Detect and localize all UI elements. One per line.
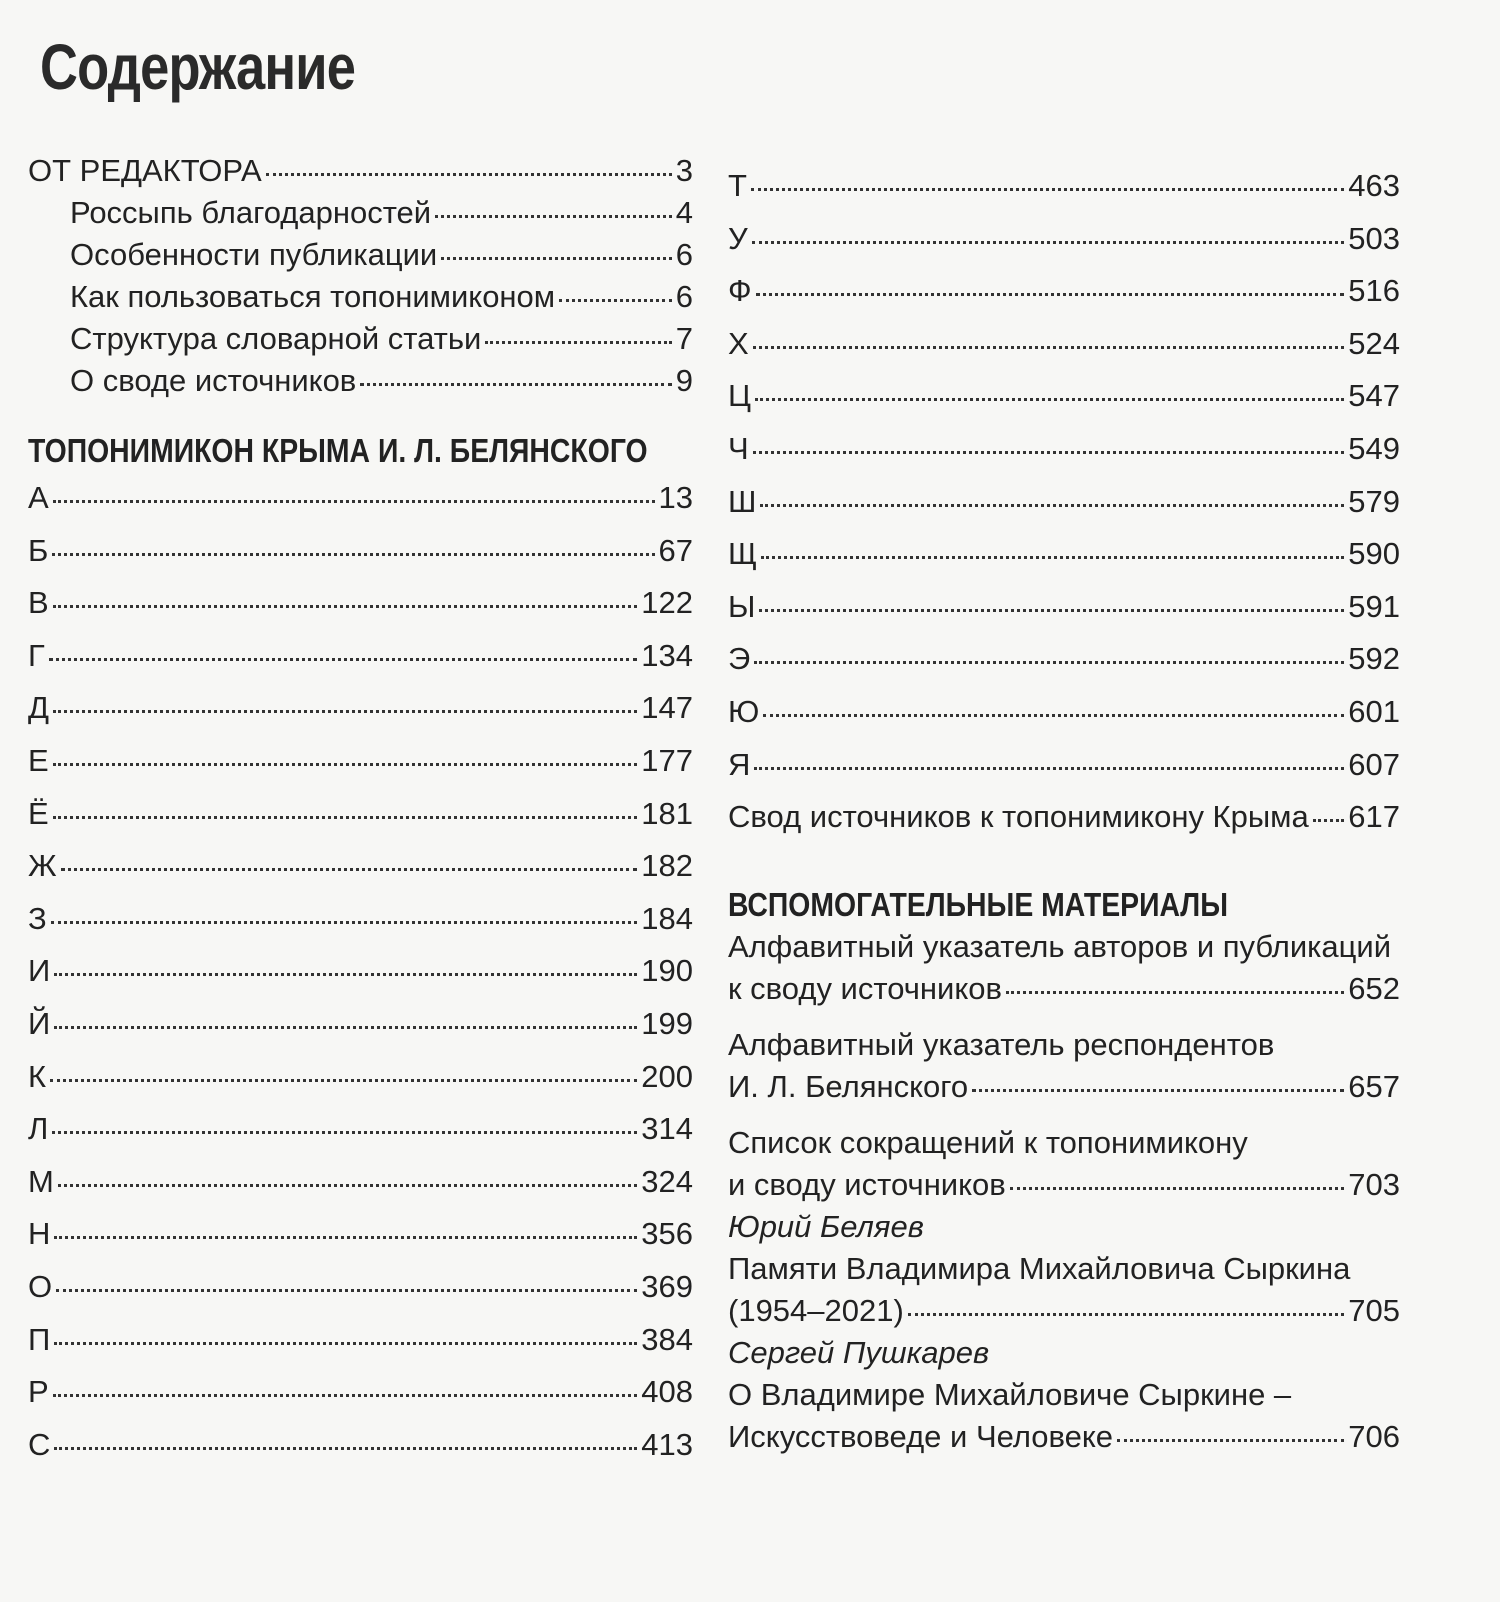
dot-leader	[753, 346, 1345, 349]
toc-letter: Ж	[28, 848, 57, 884]
toc-letter-entry[interactable]	[728, 739, 1400, 792]
dot-leader	[53, 816, 638, 819]
toc-letter-entry[interactable]	[728, 423, 1400, 476]
dot-leader	[360, 383, 671, 386]
dot-leader	[54, 1342, 637, 1345]
toc-letter-entry[interactable]	[28, 1261, 693, 1314]
toc-letter: Ю	[728, 693, 760, 729]
toc-entry-page: 549	[1348, 430, 1400, 466]
dot-leader	[54, 1236, 637, 1239]
section-heading-toponymicon: ТОПОНИМИКОН КРЫМА И. Л. БЕЛЯНСКОГО	[28, 432, 648, 469]
dot-leader	[1010, 1187, 1345, 1190]
dot-leader	[49, 658, 637, 661]
toc-letter: Г	[28, 637, 45, 673]
dot-leader	[763, 714, 1344, 717]
dot-leader	[441, 257, 672, 260]
toc-entry-page: 6	[675, 279, 693, 314]
dot-leader	[61, 868, 638, 871]
toc-letter: К	[28, 1058, 47, 1094]
toc-entry-sources[interactable]	[728, 791, 1400, 844]
toc-entry-page: 590	[1348, 536, 1400, 572]
toc-entry-line	[728, 968, 1400, 1010]
dot-leader	[52, 553, 654, 556]
toc-letter: Э	[728, 641, 751, 677]
dot-leader	[58, 1184, 637, 1187]
toc-entry-line	[728, 1066, 1400, 1108]
toc-letter: З	[28, 900, 47, 936]
article-author: Юрий Беляев	[728, 1208, 924, 1244]
toc-entry-page: 122	[641, 585, 693, 621]
dot-leader	[755, 398, 1344, 401]
toc-entry-page: 3	[675, 153, 693, 188]
toc-entry-label: И. Л. Белянского	[728, 1068, 969, 1104]
dot-leader	[908, 1313, 1344, 1316]
toc-letter-entry[interactable]	[28, 1314, 693, 1367]
dot-leader	[972, 1089, 1344, 1092]
toc-entry-page: 592	[1348, 641, 1400, 677]
toc-entry-page: 524	[1348, 325, 1400, 361]
toc-entry-page: 547	[1348, 378, 1400, 414]
toc-letter-entry[interactable]	[728, 265, 1400, 318]
toc-entry-page: 314	[641, 1111, 693, 1147]
toc-entry-multiline[interactable]	[728, 1024, 1400, 1108]
toc-entry-page: 516	[1348, 273, 1400, 309]
toc-entry-page: 591	[1348, 588, 1400, 624]
toc-entry-line	[728, 1290, 1400, 1332]
dot-leader	[559, 299, 672, 302]
toc-entry-label: Алфавитный указатель респондентов	[728, 1026, 1275, 1062]
dot-leader	[51, 921, 638, 924]
toc-letter-entry[interactable]	[28, 998, 693, 1051]
toc-entry-page: 184	[641, 900, 693, 936]
dot-leader	[53, 605, 638, 608]
toc-entry-page: 657	[1348, 1068, 1400, 1104]
toc-entry-page: 177	[641, 742, 693, 778]
toc-letter: Н	[28, 1216, 51, 1252]
toc-entry-page: 6	[675, 237, 693, 272]
toc-entry-label: Как пользоваться топонимиконом	[70, 279, 556, 314]
toc-entry-multiline[interactable]	[728, 1122, 1400, 1206]
toc-letter-entry[interactable]	[28, 945, 693, 998]
toc-letter-entry[interactable]	[28, 472, 693, 525]
toc-entry-label: Памяти Владимира Михайловича Сыркина	[728, 1250, 1351, 1286]
toc-letter-entry[interactable]	[728, 686, 1400, 739]
toc-letter: М	[28, 1163, 54, 1199]
dot-leader	[754, 767, 1344, 770]
toc-letter: Д	[28, 690, 49, 726]
toc-entry-page: 4	[675, 195, 693, 230]
toc-letter-entry[interactable]	[28, 840, 693, 893]
dot-leader	[53, 500, 655, 503]
toc-letter-entry[interactable]	[728, 370, 1400, 423]
toc-letter: Х	[728, 325, 749, 361]
toc-letter: У	[728, 220, 748, 256]
dot-leader	[761, 556, 1344, 559]
toc-entry-page: 356	[641, 1216, 693, 1252]
dot-leader	[53, 1394, 638, 1397]
toc-entry[interactable]	[28, 360, 693, 402]
toc-left-column	[28, 150, 693, 1471]
toc-entry-label: Искусствоведе и Человеке	[728, 1418, 1114, 1454]
toc-entry-page: 652	[1348, 970, 1400, 1006]
toc-letter: Ы	[728, 588, 756, 624]
toc-letter: Й	[28, 1005, 51, 1041]
page-title: Содержание	[40, 31, 356, 103]
dot-leader	[435, 215, 672, 218]
toc-letter-entry[interactable]	[28, 1366, 693, 1419]
toc-letter-entry[interactable]	[28, 577, 693, 630]
toc-entry-editor[interactable]	[28, 150, 693, 192]
toc-letter: Е	[28, 742, 49, 778]
toc-entry-label: Особенности публикации	[70, 237, 438, 272]
toc-entry-label: О своде источников	[70, 363, 357, 398]
toc-letter: Ё	[28, 795, 49, 831]
toc-letter-entry[interactable]	[28, 1051, 693, 1104]
toc-letter: П	[28, 1321, 51, 1357]
toc-letter: Р	[28, 1374, 49, 1410]
dot-leader	[754, 661, 1344, 664]
toc-letter-entry[interactable]	[28, 788, 693, 841]
toc-entry-page: 67	[658, 532, 693, 568]
toc-entry-page: 703	[1348, 1166, 1400, 1202]
toc-entry-page: 324	[641, 1163, 693, 1199]
dot-leader	[485, 341, 671, 344]
dot-leader	[759, 609, 1344, 612]
section-heading-aux: ВСПОМОГАТЕЛЬНЫЕ МАТЕРИАЛЫ	[728, 885, 1229, 923]
article-author: Сергей Пушкарев	[728, 1334, 990, 1370]
toc-entry-label: ОТ РЕДАКТОРА	[28, 153, 262, 188]
toc-letter: И	[28, 953, 51, 989]
toc-entry-page: 706	[1348, 1418, 1400, 1454]
toc-letter-entry[interactable]	[28, 893, 693, 946]
toc-letter-entry[interactable]	[28, 1103, 693, 1156]
dot-leader	[54, 1447, 637, 1450]
toc-entry-label: Россыпь благодарностей	[70, 195, 432, 230]
toc-entry-page: 9	[675, 363, 693, 398]
dot-leader	[50, 1079, 637, 1082]
toc-entry-page: 369	[641, 1268, 693, 1304]
toc-letter-entry[interactable]	[28, 630, 693, 683]
toc-letter: Т	[728, 168, 747, 203]
toc-entry-label: (1954–2021)	[728, 1292, 904, 1328]
toc-letter-entry[interactable]	[28, 1156, 693, 1209]
toc-entry-label: и своду источников	[728, 1166, 1006, 1202]
toc-entry-page: 601	[1348, 693, 1400, 729]
dot-leader	[54, 973, 637, 976]
toc-letter-entry[interactable]	[28, 1208, 693, 1261]
toc-article-entry[interactable]	[728, 1206, 1400, 1332]
toc-letter: О	[28, 1268, 53, 1304]
toc-entry-page: 384	[641, 1321, 693, 1357]
dot-leader	[54, 1026, 637, 1029]
toc-letter-entry[interactable]	[28, 1419, 693, 1472]
toc-entry-page: 579	[1348, 483, 1400, 519]
toc-entry-page: 463	[1348, 168, 1400, 203]
toc-letter-entry[interactable]	[728, 581, 1400, 634]
toc-entry[interactable]	[28, 234, 693, 276]
toc-entry-label: к своду источников	[728, 970, 1002, 1006]
dot-leader	[53, 763, 638, 766]
toc-entry-multiline[interactable]	[728, 926, 1400, 1010]
toc-entry-line	[728, 1416, 1400, 1458]
toc-letter: В	[28, 585, 49, 621]
toc-entry-page: 617	[1348, 799, 1400, 835]
dot-leader	[751, 188, 1344, 191]
toc-letter-entry[interactable]	[728, 318, 1400, 371]
toc-entry-label: Свод источников к топонимикону Крыма	[728, 799, 1309, 835]
toc-entry-page: 607	[1348, 746, 1400, 782]
toc-entry-page: 413	[641, 1426, 693, 1462]
toc-entry-page: 147	[641, 690, 693, 726]
dot-leader	[266, 173, 672, 176]
toc-entry-page: 190	[641, 953, 693, 989]
toc-entry-page: 13	[658, 480, 693, 515]
toc-letter: С	[28, 1426, 51, 1462]
toc-letter-entry[interactable]	[28, 735, 693, 788]
toc-letter: Ф	[728, 273, 752, 309]
toc-entry-page: 134	[641, 637, 693, 673]
dot-leader	[753, 451, 1345, 454]
toc-entry-label: О Владимире Михайловиче Сыркине –	[728, 1376, 1292, 1412]
toc-letter-entry[interactable]	[28, 525, 693, 578]
toc-letter-entry[interactable]	[728, 160, 1400, 213]
toc-letter-entry[interactable]	[28, 682, 693, 735]
toc-entry-label: Алфавитный указатель авторов и публикаций	[728, 928, 1392, 964]
toc-letter: Ч	[728, 430, 749, 466]
toc-entry[interactable]	[28, 192, 693, 234]
dot-leader	[53, 710, 637, 713]
toc-right-column	[728, 160, 1400, 1458]
dot-leader	[752, 241, 1345, 244]
dot-leader	[1006, 991, 1344, 994]
toc-letter: Я	[728, 746, 751, 782]
toc-entry-line	[728, 1164, 1400, 1206]
toc-letter: А	[28, 480, 49, 515]
dot-leader	[1313, 819, 1345, 822]
toc-letter: Ш	[728, 483, 757, 519]
toc-letter: Щ	[728, 536, 758, 572]
toc-entry-page: 200	[641, 1058, 693, 1094]
toc-entry-page: 503	[1348, 220, 1400, 256]
toc-article-entry[interactable]	[728, 1332, 1400, 1458]
toc-entry[interactable]	[28, 318, 693, 360]
dot-leader	[756, 293, 1345, 296]
toc-entry-label: Список сокращений к топонимикону	[728, 1124, 1248, 1160]
toc-entry-page: 7	[675, 321, 693, 356]
toc-entry-page: 181	[641, 795, 693, 831]
toc-letter-entry[interactable]	[728, 476, 1400, 529]
toc-letter: Л	[28, 1111, 49, 1147]
toc-entry-label: Структура словарной статьи	[70, 321, 482, 356]
toc-letter-entry[interactable]	[728, 633, 1400, 686]
dot-leader	[1117, 1439, 1344, 1442]
dot-leader	[56, 1289, 637, 1292]
dot-leader	[52, 1131, 637, 1134]
toc-entry-page: 199	[641, 1005, 693, 1041]
dot-leader	[760, 504, 1344, 507]
toc-letter: Ц	[728, 378, 751, 414]
toc-entry-page: 408	[641, 1374, 693, 1410]
toc-letter-entry[interactable]	[728, 213, 1400, 266]
toc-letter: Б	[28, 532, 49, 568]
toc-entry[interactable]	[28, 276, 693, 318]
toc-entry-page: 182	[641, 848, 693, 884]
toc-letter-entry[interactable]	[728, 528, 1400, 581]
toc-entry-page: 705	[1348, 1292, 1400, 1328]
